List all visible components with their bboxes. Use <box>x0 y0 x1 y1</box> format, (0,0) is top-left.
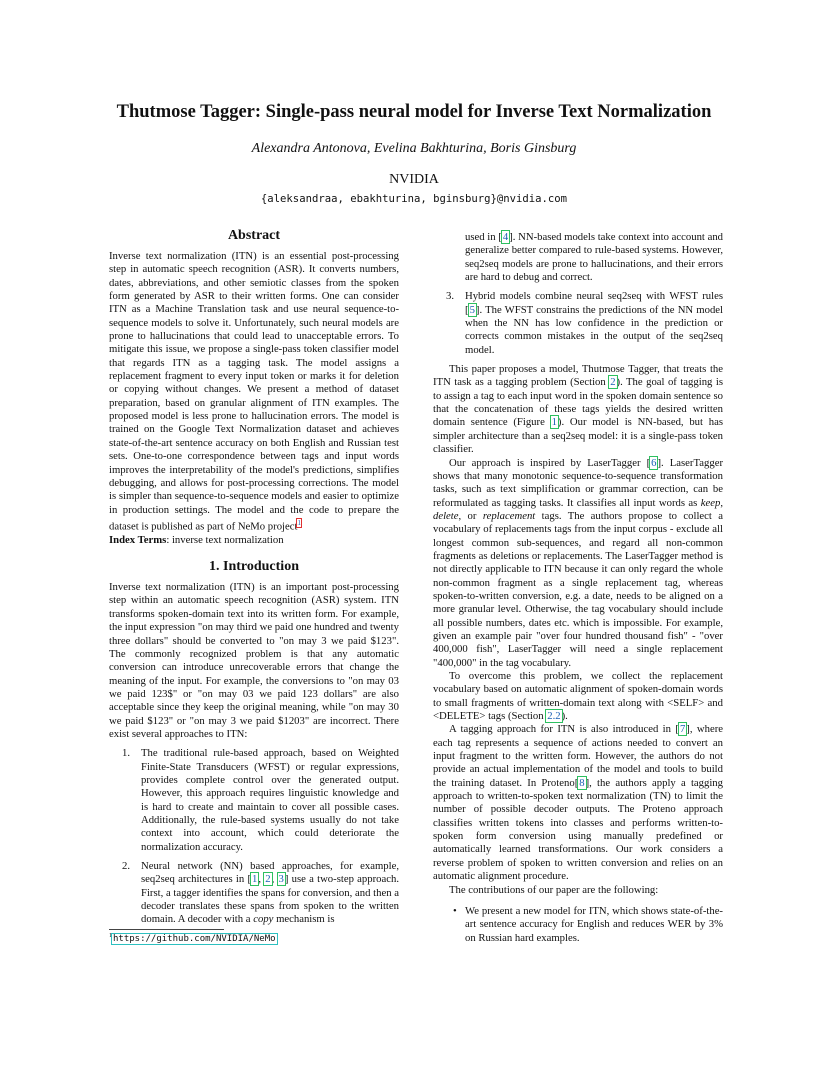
citation-link[interactable]: 3 <box>278 873 284 886</box>
footnote <box>109 933 277 944</box>
list-item-text: Hybrid models combine neural seq2seq with WFST rules <box>465 290 723 303</box>
right-column <box>433 231 723 945</box>
list-item-text: The traditional rule-based approach, based on Weighted Finite-State Transducers (WFST) or regular expressions, provides complete control over the generated output. However, this approach requires linguistic knowledge and is hard to create and maintain to cover all possible cases. Additionally, the rule-based systems usually do not take context into account, which could deteriorate the normalization accuracy. <box>141 747 399 853</box>
citation-link[interactable]: 6 <box>651 456 657 469</box>
citation-link[interactable]: 7 <box>679 723 686 736</box>
citation-link[interactable]: 4 <box>502 231 509 243</box>
list-item: used in [4]. NN-based models take context into account and generalize better compared to rule-based systems. However, seq2seq models are prone to hallucinations, and their errors are hard to debug and correct. <box>465 231 724 284</box>
abstract-text: Inverse text normalization (ITN) is an essential post-processing step in automatic speech recognition (ASR). It converts numbers, dates, abbreviations, and other semiotic classes from the spoken form generated by ASR to their written forms. One can consider ITN as a Machine Translation task and use neural sequence-to-sequence models to solve it. Unfortunately, such neural models are prone to hallucinations that could lead to unacceptable errors. To mitigate this issue, we propose a single-pass token classifier model that regards ITN as a tagging task. The model assigns a replacement fragment to every input token or marks it for deletion or copying without changes. We present a method of dataset preparation, based on granular alignment of ITN examples. The proposed model is less prone to hallucination errors. The model is trained on the Google Text Normalization dataset and achieves state-of-the-art sentence accuracy on both English and Russian test sets. One-to-one correspondence between tags and input words improves the interpretability of the model's predictions, simplifies debugging, and allows for post-processing corrections. The model is simpler than sequence-to-sequence models and easier to optimize in production settings. The model and the code to prepare the dataset is published as part of NeMo project <box>109 250 399 533</box>
paragraph-text: ). The goal of tagging is to assign a tag to each input word in the spoken domain sentence so that the concatenation of these tags yields the desired written domain sentence (Figure <box>433 376 723 429</box>
list-item-number: 2. <box>122 860 131 872</box>
citation-link[interactable]: 1 <box>252 873 258 886</box>
emphasis-replacement: replacement <box>482 509 536 522</box>
list-item-text: used in <box>465 231 499 243</box>
list-item-text: use a two-step approach. First, a tagger identifies the spans for conversion, and then a decoder translates these spans from spoken to the written domain. A decoder with a <box>141 873 399 926</box>
emphasis-copy: copy <box>253 913 274 926</box>
list-item-number: 3. <box>446 290 455 303</box>
paragraph-text: ). Our model is NN-based, but has simpler architecture than a seq2seq model: it is a single-pass token classifier. <box>433 416 723 456</box>
citation-link[interactable]: 2 <box>265 873 271 886</box>
approaches-list <box>109 747 399 926</box>
paragraph-text: , the authors apply a tagging approach to written-to-spoken text normalization (TN) to limit the number of possible decoder outputs. The Proteno approach classifies written tokens into classes and performs written-to-spoken form conversion using manually predefined or automatically learned transformations. Our work considers a reverse problem of spoken to written conversion and relies on an automatic alignment procedure. <box>433 776 723 883</box>
left-column <box>109 226 399 933</box>
list-item-text: . The WFST constrains the predictions of the NN model when the NN has low confidence in the prediction or corrects common mistakes in the output of the seq2seq model. <box>465 303 723 356</box>
intro-paragraph-6: The contributions of our paper are the following: <box>449 883 659 896</box>
section-ref-link[interactable]: 2 <box>610 376 616 389</box>
section-ref-link[interactable]: 2.2 <box>547 710 561 723</box>
author-emails: {aleksandraa, ebakhturina, bginsburg}@nvidia.com <box>260 193 568 205</box>
affiliation: NVIDIA <box>389 172 439 187</box>
footnote-rule <box>109 929 224 930</box>
emphasis-keep: keep <box>700 496 721 509</box>
paragraph-text: A tagging approach for ITN is also introduced in <box>449 723 676 736</box>
citation-link[interactable]: 8 <box>579 776 585 789</box>
intro-paragraph-5: A tagging approach for ITN is also introduced in [7], where each tag represents a sequence of actions needed to convert an input fragment to the written form. However, the authors do not provide an actual implementation of the model and tools to build the training dataset. In Proteno[8], the authors apply a tagging approach to written-to-spoken text normalization (TN) to limit the number of possible decoder outputs. The Proteno approach classifies written tokens into classes and performs written-to-spoken form conversion using manually predefined or automatically learned transformations. Our work considers a reverse problem of spoken to written conversion and relies on an automatic alignment procedure. <box>433 723 724 883</box>
paper-title: Thutmose Tagger: Single-pass neural model for Inverse Text Normalization <box>116 102 712 122</box>
paragraph-text: To overcome this problem, we collect the replacement vocabulary based on automatic alignment of spoken-domain words to small fragments of written-domain text along with <SELF> and <DELETE> tags (Section <box>433 670 723 723</box>
citation-link[interactable]: 5 <box>469 303 475 316</box>
paragraph-text: , or <box>458 509 483 522</box>
list-item-text: . NN-based models take context into account and generalize better compared to rule-based systems. However, seq2seq models are prone to hallucinations, and their errors are hard to debug and correct. <box>465 231 724 284</box>
paragraph-text: . LaserTagger shows that many monotonic sequence-to-sequence transformation tasks, such as text simplification or grammar correction, can be reformulated as tagging tasks. It classifies all input words as <box>433 456 723 509</box>
list-item-number: 1. <box>122 747 131 760</box>
abstract-heading: Abstract <box>227 228 281 243</box>
footnote-link[interactable]: 1 <box>297 518 301 527</box>
paragraph-text: Our approach is inspired by LaserTagger <box>449 456 647 469</box>
intro-paragraph-4 <box>433 670 723 723</box>
list-item <box>109 747 399 854</box>
author-list: Alexandra Antonova, Evelina Bakhturina, Boris Ginsburg <box>251 141 577 156</box>
paragraph-text: This paper proposes a model, Thutmose Tagger, that treats the ITN task as a tagging problem (Section <box>433 363 723 389</box>
paragraph-text: tags. The authors propose to collect a vocabulary of replacements tags from the input corpus - exclude all longest common sub-sequences, and regard all non-common fragments as deletions or replacements. The LaserTagger method is not directly applicable to ITN because it can only regard the whole non-common fragment as a single replacement tag, whereas spoken-to-written conversion, e.g. a date, needs to be aligned on a more granular level. Otherwise, the tag vocabulary should include all possible numbers, dates etc. which is impossible. For example, given an example pair "over four hundred thousand fish" - "over 400,000 fish", LaserTagger will need a single replacement "400,000" in the tag vocabulary. <box>433 509 723 669</box>
list-item: 3. Hybrid models combine neural seq2seq with WFST rules [5]. The WFST constrains the predictions of the NN model when the NN has low confidence in the prediction or corrects common mistakes in the output of the seq2seq model. <box>446 290 723 356</box>
footnote-number: 1 <box>109 933 112 939</box>
intro-paragraph-2 <box>433 363 723 456</box>
figure-ref-link[interactable]: 1 <box>551 416 557 429</box>
approaches-list-continued <box>433 231 723 357</box>
emphasis-delete: delete <box>433 509 459 522</box>
abstract-body <box>109 250 399 547</box>
list-item: 2. Neural network (NN) based approaches, for example, seq2seq architectures in [1, 2, 3] use a two-step approach. First, a tagger identifies the spans for conversion, and then a decoder translates these spans from spoken to the written domain. A decoder with a copy mechanism is <box>122 860 399 926</box>
contributions-list <box>433 905 723 945</box>
intro-paragraph-1: Inverse text normalization (ITN) is an important post-processing step within an automatic speech recognition (ASR) system. ITN transforms spoken-domain text into its written form. For example, the input expression "on may third we paid one hundred and twenty three dollars" should be converted to "on may 3 we paid $123". The commonly recognized problem is that any automatic conversion can introduce unrecoverable errors that change the meaning of the input. For example, the conversions to "on may 03 we paid 123$" or "on may 03 we paid 123 dollars" are also acceptable since they keep the original meaning, while "on may 30 we paid $123" or "on may 3 we paid $1203" are incorrect. There exist several approaches to ITN: <box>109 581 399 740</box>
list-item <box>433 905 723 945</box>
footnote-url-link[interactable]: https://github.com/NVIDIA/NeMo <box>113 934 276 944</box>
list-item-text: Neural network (NN) based approaches, for example, seq2seq architectures in <box>141 860 399 886</box>
list-item-text: We present a new model for ITN, which shows state-of-the-art sentence accuracy for English and reduces WER by 3% on Russian hard examples. <box>465 904 723 944</box>
paragraph-text: ). <box>561 710 568 723</box>
list-item-text: mechanism is <box>273 913 335 926</box>
introduction-heading: 1. Introduction <box>209 559 299 575</box>
paragraph-text: , where each tag represents a sequence of actions needed to convert an input fragment to the written form. However, the authors do not provide an actual implementation of the model and tools to build the training dataset. In Proteno <box>433 723 724 789</box>
index-terms: : inverse text normalization <box>166 533 284 546</box>
bullet-icon: • <box>453 904 457 917</box>
paragraph-text: , <box>720 496 723 509</box>
index-terms-label: Index Terms <box>109 533 167 546</box>
intro-paragraph-3: Our approach is inspired by LaserTagger [6]. LaserTagger shows that many monotonic sequence-to-sequence transformation tasks, such as text simplification or grammar correction, can be reformulated as tagging tasks. It classifies all input words as keep, delete, or replacement tags. The authors propose to collect a vocabulary of replacements tags from the input corpus - exclude all longest common sub-sequences, and regard all non-common fragments as deletions or replacements. The LaserTagger method is not directly applicable to ITN because it can only regard the whole non-common fragment as a single replacement tag, whereas spoken-to-written conversion, e.g. a date, needs to be aligned on a more granular level. Otherwise, the tag vocabulary should include all possible numbers, dates etc. which is impossible. For example, given an example pair "over four hundred thousand fish" - "over 400,000 fish", LaserTagger will need a single replacement "400,000" in the tag vocabulary. <box>433 456 723 669</box>
